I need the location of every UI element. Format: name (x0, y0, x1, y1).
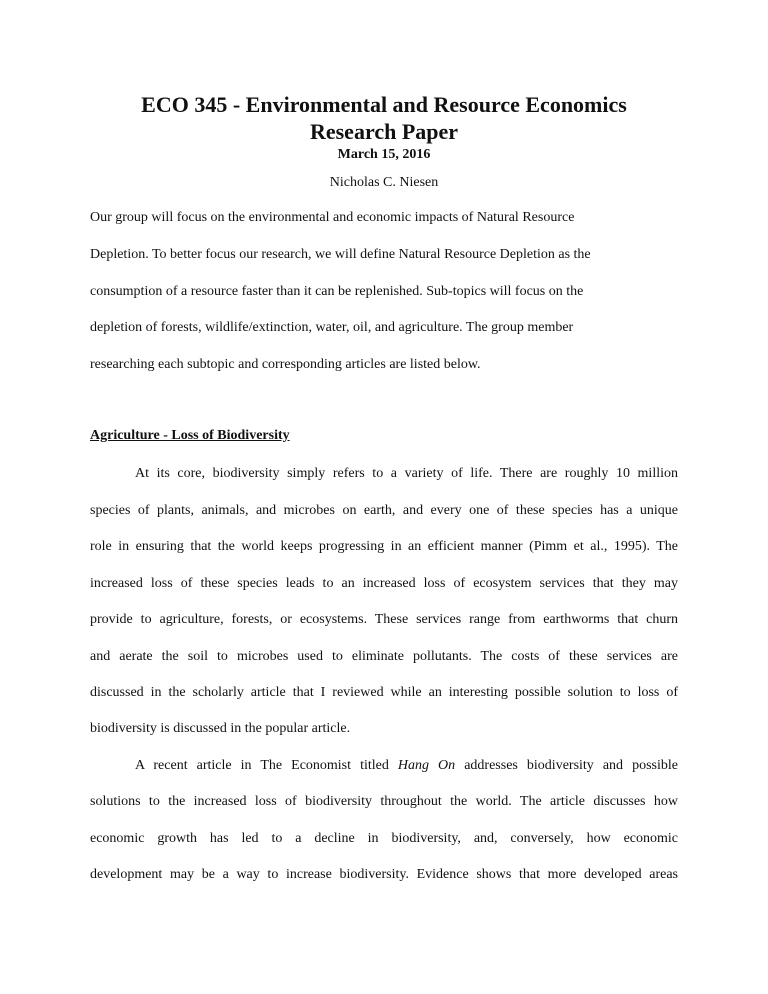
document-title-line-1: ECO 345 - Environmental and Resource Economics (141, 92, 627, 117)
intro-line: Our group will focus on the environmental and economic impacts of Natural Resource (90, 210, 575, 225)
intro-line: depletion of forests, wildlife/extinction, water, oil, and agriculture. The group member (90, 320, 574, 335)
intro-line: researching each subtopic and corresponding articles are listed below. (90, 357, 481, 372)
paragraph-2-line: development may be a way to increase biodiversity. Evidence shows that more developed areas (90, 867, 678, 882)
paragraph-1-line: role in ensuring that the world keeps progressing in an efficient manner (Pimm et al., 1995). The (90, 539, 678, 554)
paragraph-1-line: increased loss of these species leads to an increased loss of ecosystem services that they may (90, 576, 678, 591)
article-title: Hang On (397, 758, 456, 773)
paragraph-2-line: solutions to the increased loss of biodiversity throughout the world. The article discusses how (90, 794, 678, 809)
document-date: March 15, 2016 (337, 147, 431, 162)
intro-line: Depletion. To better focus our research, we will define Natural Resource Depletion as the (90, 247, 591, 262)
document-title-line-2: Research Paper (309, 119, 459, 144)
intro-line: consumption of a resource faster than it can be replenished. Sub-topics will focus on the (90, 284, 584, 299)
paragraph-1-line: provide to agriculture, forests, or ecosystems. These services range from earthworms that churn (90, 612, 678, 627)
paragraph-1-line: and aerate the soil to microbes used to eliminate pollutants. The costs of these services are (90, 649, 678, 664)
document-author: Nicholas C. Niesen (329, 175, 439, 190)
paragraph-2-line (135, 757, 678, 775)
paragraph-1-line: At its core, biodiversity simply refers to a variety of life. There are roughly 10 million (135, 466, 678, 481)
paragraph-1-line: discussed in the scholarly article that I reviewed while an interesting possible solution to loss of (90, 685, 678, 700)
paragraph-2-text: A recent article in The Economist titled (135, 758, 398, 773)
paragraph-2-line: economic growth has led to a decline in biodiversity, and, conversely, how economic (90, 831, 678, 846)
section-heading: Agriculture - Loss of Biodiversity (90, 428, 290, 443)
paragraph-2-text: addresses biodiversity and possible (455, 758, 678, 773)
paragraph-1-line: biodiversity is discussed in the popular article. (90, 721, 351, 736)
paragraph-1-line: species of plants, animals, and microbes on earth, and every one of these species has a unique (90, 503, 678, 518)
